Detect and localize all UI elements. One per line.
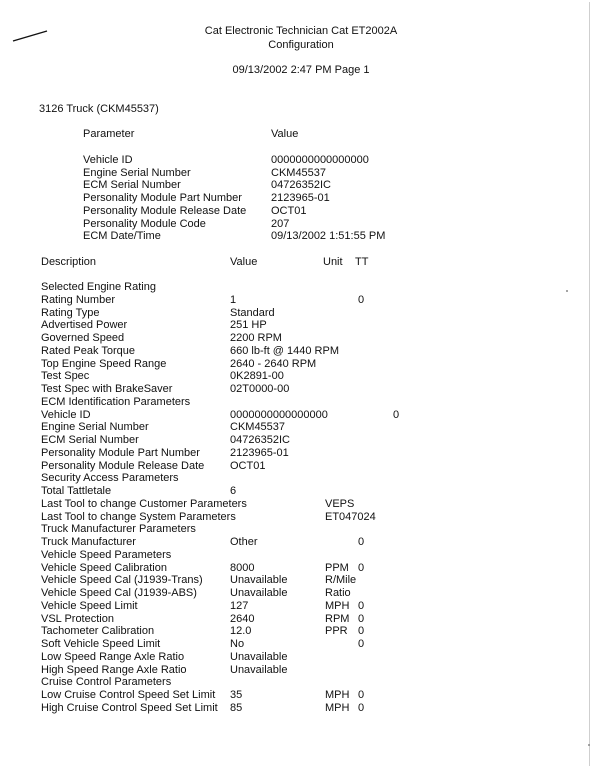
row-value: 6 — [230, 485, 237, 497]
row-description: High Speed Range Axle Ratio — [41, 663, 187, 676]
config-value: OCT01 — [271, 204, 307, 217]
truck-title: 3126 Truck (CKM45537) — [39, 103, 159, 115]
row-value: Unavailable — [230, 650, 288, 663]
row-description: Rating Number — [41, 293, 115, 306]
config-value: 04726352IC — [271, 179, 331, 192]
row-unit: R/Mile — [325, 574, 357, 587]
scan-speck — [566, 290, 568, 292]
row-description: Vehicle Speed Limit — [41, 599, 138, 612]
row-tattletale: 0 — [358, 612, 365, 625]
row-extra-value: 0 — [393, 408, 400, 421]
row-tattletale: 0 — [358, 599, 365, 612]
table-row — [41, 434, 581, 447]
config-label: Vehicle ID — [83, 154, 133, 166]
table-row — [41, 638, 581, 651]
row-unit: Ratio — [325, 587, 351, 599]
row-value: 0K2891-00 — [230, 370, 284, 383]
table-row — [41, 370, 581, 383]
row-value: Unavailable — [230, 587, 288, 599]
table-row — [41, 676, 581, 689]
row-description: Top Engine Speed Range — [41, 357, 167, 370]
config-header-parameter: Parameter — [83, 128, 135, 140]
row-unit: PPR — [325, 625, 348, 638]
table-row — [41, 613, 581, 626]
config-label: Personality Module Code — [83, 217, 206, 230]
row-description: Personality Module Release Date — [41, 459, 205, 472]
config-value: 2123965-01 — [271, 192, 330, 205]
row-description: Vehicle Speed Parameters — [41, 548, 172, 561]
row-value: 660 lb-ft @ 1440 RPM — [230, 344, 339, 357]
table-row — [41, 396, 581, 409]
table-row — [41, 549, 581, 562]
table-row — [41, 358, 581, 371]
table-row — [41, 421, 581, 434]
row-unit: ET047024 — [325, 510, 376, 523]
row-description: Test Spec — [41, 370, 90, 383]
row-value: 12.0 — [230, 625, 252, 638]
table-header-value: Value — [230, 256, 258, 268]
report-title: Cat Electronic Technician Cat ET2002A — [204, 25, 398, 37]
report-header — [0, 24, 602, 52]
config-label: ECM Date/Time — [83, 230, 161, 243]
table-row — [41, 281, 581, 294]
row-description: Rating Type — [41, 306, 100, 319]
row-value: 2640 — [230, 612, 255, 625]
row-description: Tachometer Calibration — [41, 625, 155, 638]
config-label: Personality Module Release Date — [83, 204, 247, 217]
config-header-value: Value — [271, 128, 299, 140]
row-description: High Cruise Control Speed Set Limit — [41, 701, 218, 714]
row-value: OCT01 — [230, 459, 266, 472]
row-value: Unavailable — [230, 663, 288, 676]
table-row — [41, 664, 581, 677]
row-description: Advertised Power — [41, 319, 128, 332]
table-row — [41, 562, 581, 575]
table-row — [41, 536, 581, 549]
table-row — [41, 587, 581, 600]
row-value: 2123965-01 — [230, 446, 289, 459]
row-description: ECM Identification Parameters — [41, 395, 191, 408]
table-row — [41, 485, 581, 498]
row-description: VSL Protection — [41, 612, 114, 625]
table-row — [41, 345, 581, 358]
config-row — [83, 179, 331, 192]
row-description: Truck Manufacturer Parameters — [41, 523, 196, 536]
row-description: Vehicle ID — [41, 408, 91, 421]
table-row — [41, 307, 581, 320]
row-value: 2200 RPM — [230, 332, 282, 344]
table-header-tt: TT — [355, 256, 369, 268]
row-unit: VEPS — [325, 497, 355, 510]
row-tattletale: 0 — [358, 701, 365, 714]
row-unit: MPH — [325, 701, 350, 714]
config-row — [83, 217, 290, 231]
table-row — [41, 511, 581, 524]
table-header-description: Description — [41, 256, 97, 268]
report-date-page: 09/13/2002 2:47 PM Page 1 — [232, 64, 370, 76]
row-tattletale: 0 — [358, 625, 365, 638]
row-description: Governed Speed — [41, 332, 125, 344]
row-value: 1 — [230, 293, 237, 306]
report-subtitle: Configuration — [268, 39, 334, 51]
table-header-unit: Unit — [323, 256, 343, 268]
config-value: CKM45537 — [271, 166, 327, 179]
row-tattletale: 0 — [358, 293, 365, 306]
row-unit: MPH — [325, 689, 350, 701]
table-row — [41, 651, 581, 664]
row-description: Vehicle Speed Calibration — [41, 561, 167, 574]
table-row — [41, 523, 581, 536]
config-row — [83, 192, 330, 205]
row-description: Selected Engine Rating — [41, 281, 156, 293]
table-row — [41, 625, 581, 638]
config-label: Personality Module Part Number — [83, 192, 242, 205]
row-description: Truck Manufacturer — [41, 536, 136, 548]
table-row — [41, 472, 581, 485]
row-unit: RPM — [325, 612, 350, 625]
table-row — [41, 460, 581, 473]
row-tattletale: 0 — [358, 536, 365, 548]
table-row — [41, 294, 581, 307]
table-row — [41, 600, 581, 613]
row-unit: MPH — [325, 599, 350, 612]
row-description: Low Speed Range Axle Ratio — [41, 650, 185, 663]
row-value: Other — [230, 536, 258, 548]
config-row — [83, 166, 327, 180]
row-description: Last Tool to change System Parameters — [41, 510, 236, 523]
row-value: 0000000000000000 — [230, 408, 328, 421]
table-row — [41, 409, 581, 422]
table-row — [41, 689, 581, 702]
config-row — [83, 204, 307, 218]
row-description: Total Tattletale — [41, 485, 112, 497]
row-description: Personality Module Part Number — [41, 446, 200, 459]
row-tattletale: 0 — [358, 561, 365, 574]
row-value: 127 — [230, 599, 249, 612]
table-row — [41, 574, 581, 587]
row-description: Rated Peak Torque — [41, 344, 135, 357]
table-row — [41, 447, 581, 460]
row-value: No — [230, 638, 245, 650]
row-description: Soft Vehicle Speed Limit — [41, 638, 161, 650]
config-label: Engine Serial Number — [83, 166, 191, 179]
row-tattletale: 0 — [358, 638, 365, 650]
row-description: Vehicle Speed Cal (J1939-Trans) — [41, 574, 203, 587]
row-value: Unavailable — [230, 574, 288, 587]
row-description: Engine Serial Number — [41, 421, 149, 434]
row-value: 35 — [230, 689, 243, 701]
row-description: Cruise Control Parameters — [41, 676, 172, 689]
config-label: ECM Serial Number — [83, 179, 181, 192]
table-row — [41, 319, 581, 332]
row-description: Low Cruise Control Speed Set Limit — [41, 689, 216, 701]
row-description: ECM Serial Number — [41, 434, 139, 446]
config-row — [83, 230, 386, 243]
table-row — [41, 332, 581, 345]
row-value: 8000 — [230, 561, 255, 574]
row-description: Last Tool to change Customer Parameters — [41, 497, 247, 510]
row-unit: PPM — [325, 561, 349, 574]
row-value: 2640 - 2640 RPM — [230, 357, 317, 370]
config-row — [83, 154, 369, 167]
config-value: 09/13/2002 1:51:55 PM — [271, 230, 386, 243]
row-value: 251 HP — [230, 319, 267, 332]
table-row — [41, 383, 581, 396]
table-row — [41, 498, 581, 511]
row-description: Test Spec with BrakeSaver — [41, 383, 173, 395]
row-description: Vehicle Speed Cal (J1939-ABS) — [41, 587, 197, 599]
row-value: 02T0000-00 — [230, 383, 290, 395]
row-value: Standard — [230, 306, 275, 319]
table-row — [41, 702, 581, 715]
row-value: 04726352IC — [230, 434, 290, 446]
row-value: CKM45537 — [230, 421, 286, 434]
config-value: 0000000000000000 — [271, 154, 369, 166]
scan-speck — [588, 744, 590, 746]
row-value: 85 — [230, 701, 243, 714]
row-tattletale: 0 — [358, 689, 365, 701]
config-value: 207 — [271, 217, 290, 230]
row-description: Security Access Parameters — [41, 472, 179, 485]
